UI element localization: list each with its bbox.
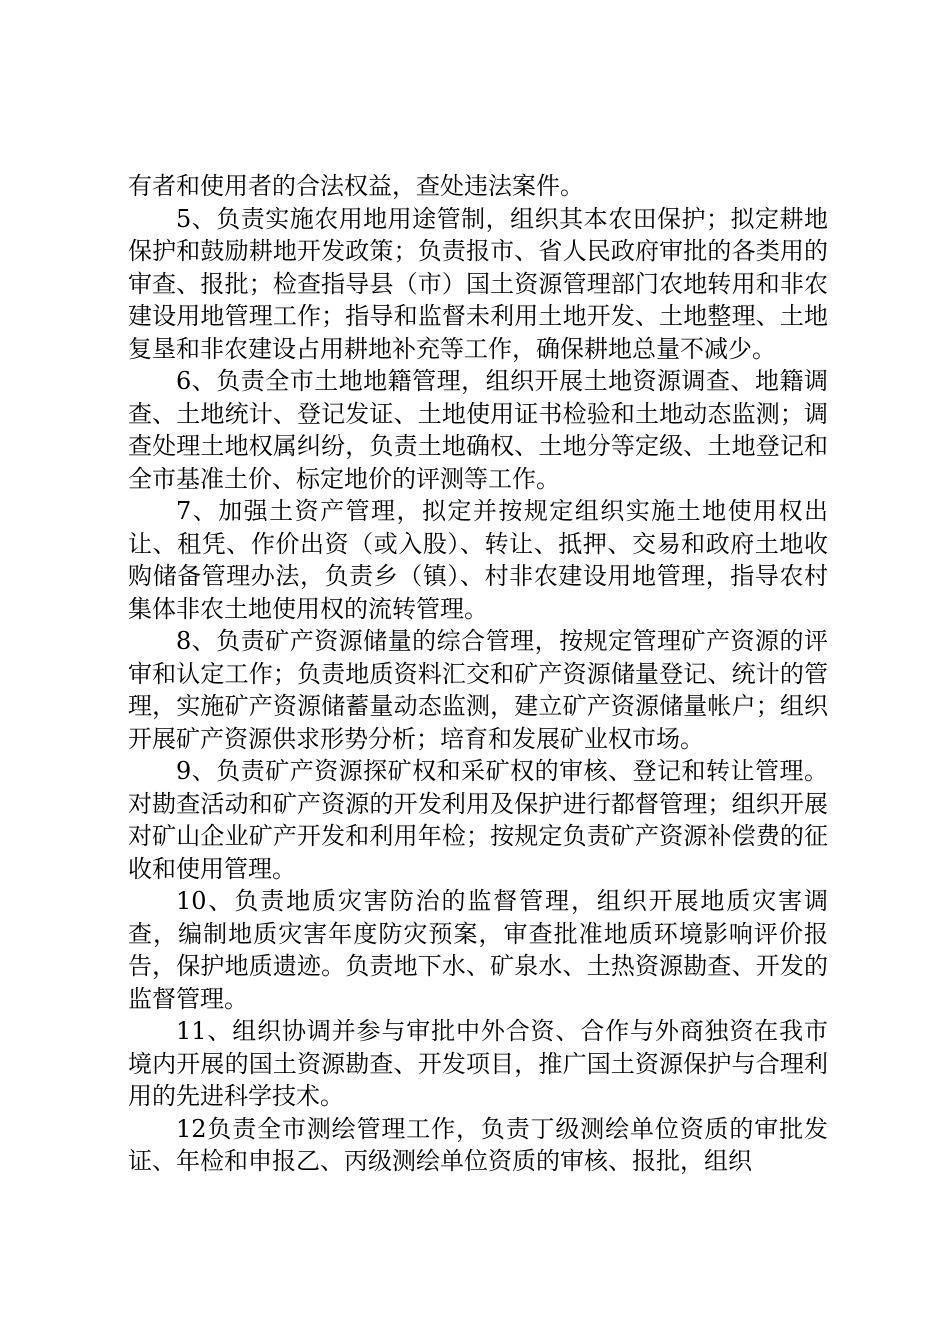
document-body [128, 170, 828, 1178]
paragraph-item-6: 6、负责全市土地地籍管理，组织开展土地资源调查、地籍调查、土地统计、登记发证、土地使用证书检验和土地动态监测；调查处理土地权属纠纷，负责土地确权、土地分等定级、土地登记和全市基准土价、标定地价的评测等工作。 [128, 367, 828, 493]
paragraph-item-5: 5、负责实施农用地用途管制，组织其本农田保护；拟定耕地保护和鼓励耕地开发政策；负责报市、省人民政府审批的各类用的审查、报批；检查指导县（市）国土资源管理部门农地转用和非农建设用地管理工作；指导和监督未利用土地开发、土地整理、土地复垦和非农建设占用耕地补充等工作，确保耕地总量不减少。 [128, 204, 828, 363]
paragraph-item-8: 8、负责矿产资源储量的综合管理，按规定管理矿产资源的评审和认定工作；负责地质资料汇交和矿产资源储量登记、统计的管理，实施矿产资源储蓄量动态监测，建立矿产资源储量帐户；组织开展矿产资源供求形势分析；培育和发展矿业权市场。 [128, 627, 828, 753]
paragraph-item-10: 10、负责地质灾害防治的监督管理，组织开展地质灾害调查，编制地质灾害年度防灾预案，审查批准地质环境影响评价报告，保护地质遗迹。负责地下水、矿泉水、土热资源勘查、开发的监督管理。 [128, 887, 828, 1013]
paragraph-continuation: 有者和使用者的合法权益，查处违法案件。 [128, 172, 584, 200]
paragraph-item-9: 9、负责矿产资源探矿权和采矿权的审核、登记和转让管理。对勘查活动和矿产资源的开发利用及保护进行都督管理；组织开展对矿山企业矿产开发和利用年检；按规定负责矿产资源补偿费的征收和使用管理。 [128, 757, 828, 883]
paragraph-item-11: 11、组织协调并参与审批中外合资、合作与外商独资在我市境内开展的国土资源勘查、开发项目，推广国土资源保护与合理利用的先进科学技术。 [128, 1017, 828, 1110]
paragraph-item-12: 12负责全市测绘管理工作，负责丁级测绘单位资质的审批发证、年检和申报乙、丙级测绘单位资质的审核、报批，组织 [128, 1114, 828, 1175]
paragraph-item-7: 7、加强土资产管理，拟定并按规定组织实施土地使用权出让、租凭、作价出资（或入股）、转让、抵押、交易和政府土地收购储备管理办法，负责乡（镇）、村非农建设用地管理，指导农村集体非农土地使用权的流转管理。 [128, 497, 828, 623]
